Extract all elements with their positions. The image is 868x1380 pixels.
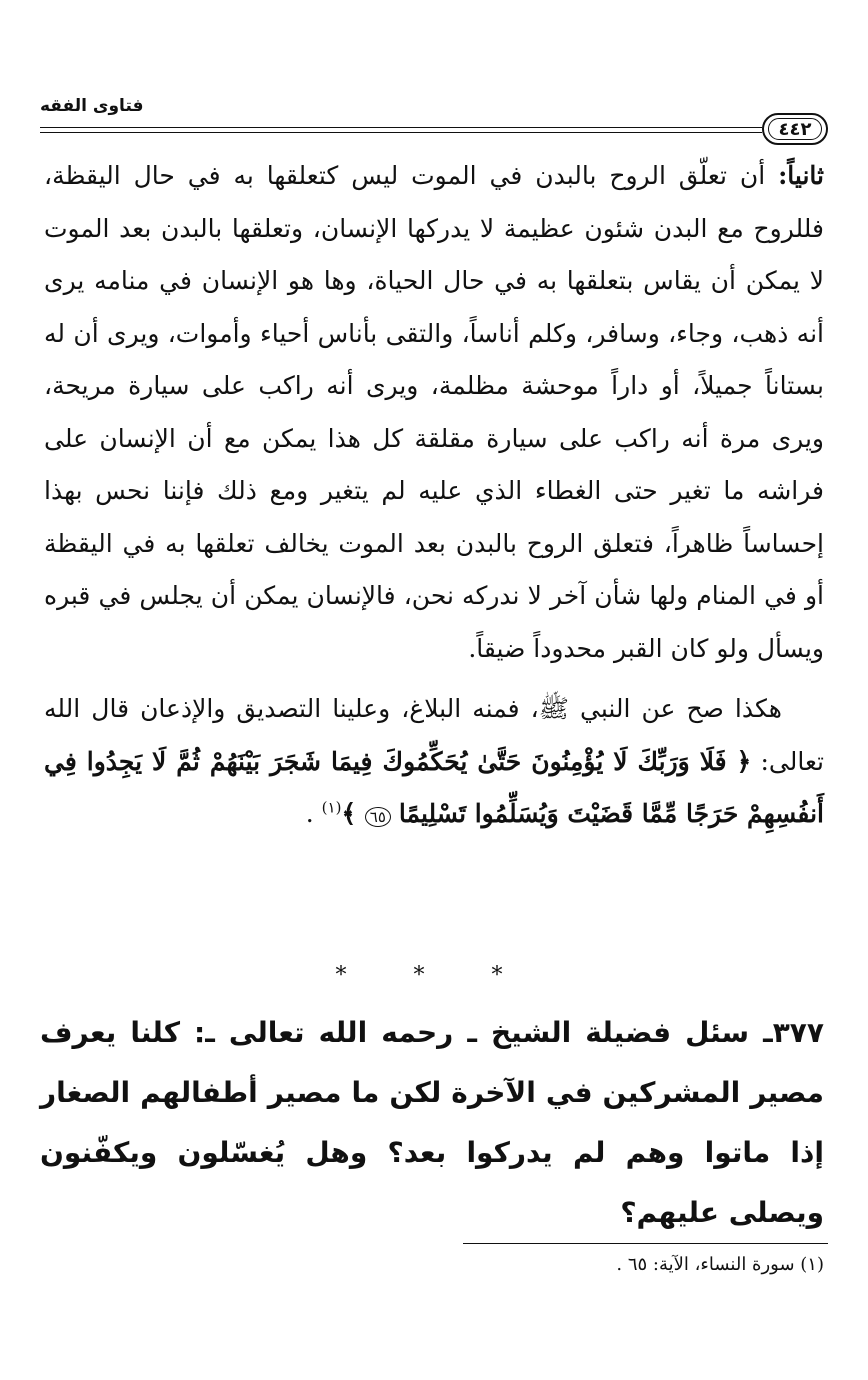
question-text: ٣٧٧ـ سئل فضيلة الشيخ ـ رحمه الله تعالى ـ: كلنا يعرف مصير المشركين في الآخرة لكن ما مصير أطفالهم الصغار إذا ماتوا وهم لم يدركوا بعد؟ وهل يُغسّلون ويكفّنون ويصلى عليهم؟: [40, 1016, 824, 1229]
aya-number-marker: ٦٥: [365, 807, 391, 827]
footnote-text: (١) سورة النساء، الآية: ٦٥ .: [616, 1254, 824, 1275]
quran-verse: ﴿ فَلَا وَرَبِّكَ لَا يُؤْمِنُونَ حَتَّىٰ يُحَكِّمُوكَ فِيمَا شَجَرَ بَيْنَهُمْ ثُمَّ لَا يَجِدُوا فِي أَنفُسِهِمْ حَرَجًا مِّمَّا قَضَيْتَ وَيُسَلِّمُوا تَسْلِيمًا: [44, 746, 824, 828]
main-text-block: [44, 150, 824, 844]
footnote-rule: [463, 1243, 828, 1244]
paragraph-1: [44, 150, 824, 675]
lead-label: ثانياً:: [778, 161, 824, 190]
running-header-title: فتاوى الفقه: [40, 96, 144, 116]
footnote-reference: (١): [321, 798, 342, 817]
section-separator: * * *: [335, 963, 533, 988]
paragraph-1-text: أن تعلّق الروح بالبدن في الموت ليس كتعلقها به في حال اليقظة، فللروح مع البدن شئون عظيمة لا يدركها الإنسان، وتعلقها بالبدن بعد الموت لا يمكن أن يقاس بتعلقها به في حال الحياة، وها هو الإنسان في منامه يرى أنه ذهب، وجاء، وسافر، وكلم أناساً، والتقى بأناس أحياء وأموات، ويرى أن له بستاناً جميلاً، أو داراً موحشة مظلمة، ويرى أنه راكب على سيارة مريحة، ويرى مرة أنه راكب على سيارة مقلقة كل هذا يمكن مع أن الإنسان على فراشه ما تغير حتى الغطاء الذي عليه لم يتغير ومع ذلك فإننا نحس بهذا إحساساً ظاهراً، فتعلق الروح بالبدن بعد الموت يخالف تعلقها به في اليقظة أو في المنام ولها شأن آخر لا ندركه نحن، فالإنسان يمكن أن يجلس في قبره ويسأل ولو كان القبر محدوداً ضيقاً.: [44, 161, 825, 663]
quran-close-bracket: ﴾: [341, 799, 365, 828]
page-number-badge: ٤٤٢: [762, 113, 828, 145]
paragraph-2: [44, 683, 824, 844]
question-block: [40, 1003, 824, 1243]
header-rule: [40, 127, 762, 133]
paragraph-2-text: هكذا صح عن النبي ﷺ، فمنه البلاغ، وعلينا التصديق والإذعان قال الله تعالى:: [44, 694, 824, 776]
paragraph-2-end: .: [305, 799, 322, 828]
